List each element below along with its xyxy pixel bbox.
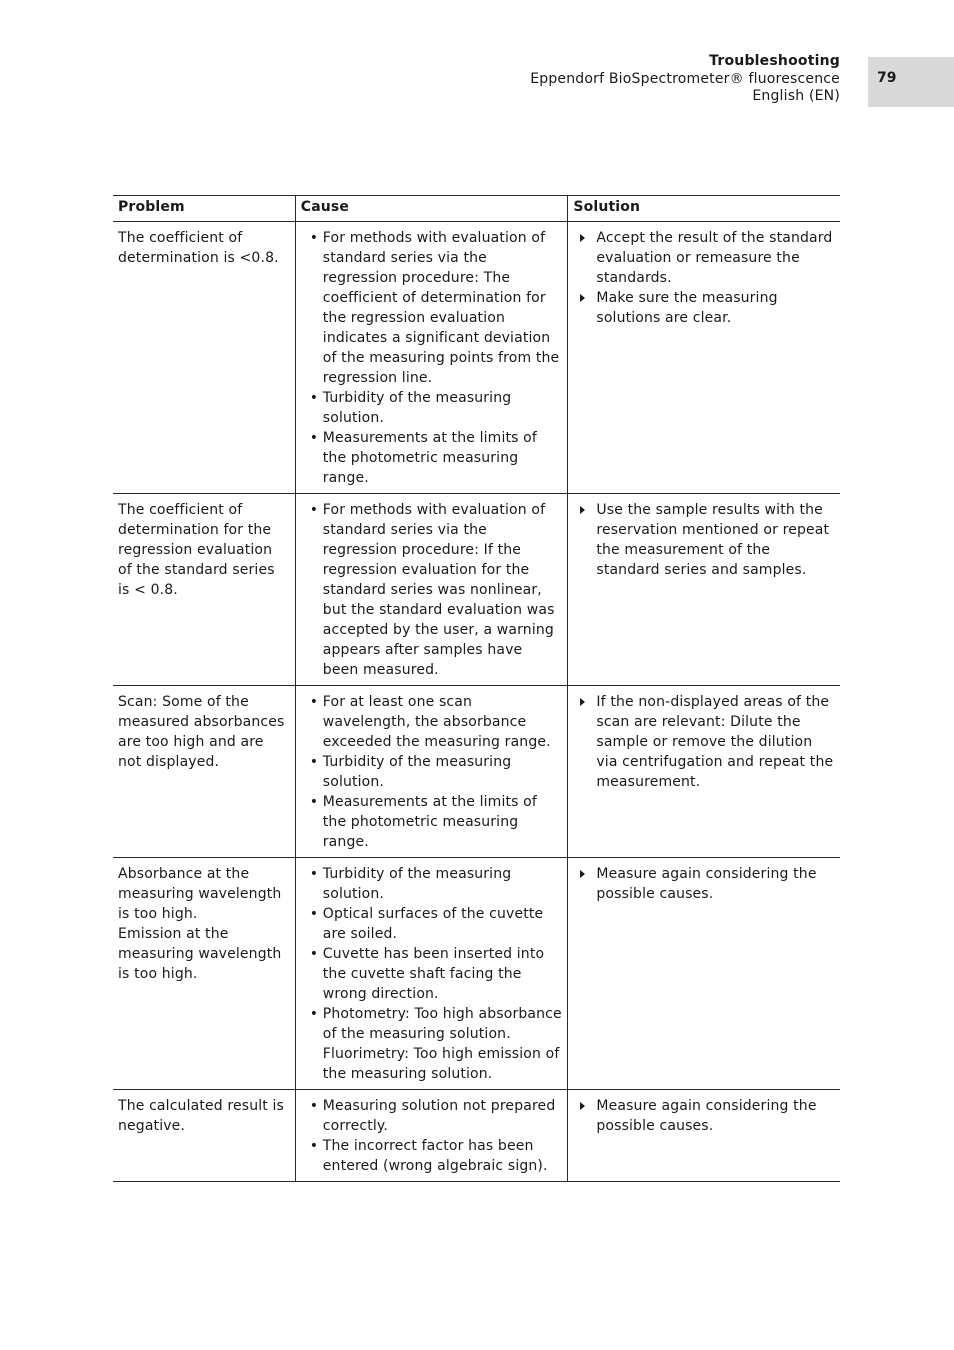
solution-cell — [568, 686, 840, 858]
header-problem: Problem — [113, 196, 295, 222]
table-row — [113, 858, 840, 1090]
section-title: Troubleshooting — [709, 53, 840, 69]
solution-cell — [568, 222, 840, 494]
problem-cell: The coefficient of determination for the regression evaluation of the standard series is < 0.8. — [113, 494, 295, 686]
page-number: 79 — [877, 70, 897, 86]
page-header — [530, 53, 840, 106]
solution-item: If the non-displayed areas of the scan are relevant: Dilute the sample or remove the dilution via centrifugation and repeat the measurement. — [573, 692, 835, 792]
problem-line: Emission at the measuring wavelength is too high. — [118, 926, 282, 982]
cause-item: • Optical surfaces of the cuvette are soiled. — [301, 904, 563, 944]
table-row — [113, 686, 840, 858]
cause-item: • For methods with evaluation of standard series via the regression procedure: The coefficient of determination for the regression evaluation indicates a significant deviation of the measuring points from the regression line. — [301, 228, 563, 388]
solution-item: Make sure the measuring solutions are clear. — [573, 288, 835, 328]
problem-cell: The coefficient of determination is <0.8. — [113, 222, 295, 494]
header-cause: Cause — [295, 196, 568, 222]
solution-cell — [568, 858, 840, 1090]
cause-item: • Measuring solution not prepared correctly. — [301, 1096, 563, 1136]
cause-item: • Measurements at the limits of the photometric measuring range. — [301, 428, 563, 488]
solution-item: Measure again considering the possible causes. — [573, 864, 835, 904]
table-header-row — [113, 196, 840, 222]
cause-item — [301, 1004, 563, 1084]
cause-cell — [295, 1090, 568, 1182]
cause-cell — [295, 686, 568, 858]
product-name: Eppendorf BioSpectrometer® fluorescence — [530, 70, 840, 87]
cause-line: • Photometry: Too high absorbance of the measuring solution. — [322, 1006, 562, 1042]
solution-item: Accept the result of the standard evaluation or remeasure the standards. — [573, 228, 835, 288]
solution-cell — [568, 494, 840, 686]
problem-line: Absorbance at the measuring wavelength is too high. — [118, 866, 282, 922]
cause-item: • For methods with evaluation of standard series via the regression procedure: If the regression evaluation for the standard series was nonlinear, but the standard evaluation was accepted by the user, a warning appears after samples have been measured. — [301, 500, 563, 680]
page-number-tab — [868, 57, 954, 107]
table-row — [113, 1090, 840, 1182]
solution-item: Use the sample results with the reservation mentioned or repeat the measurement of the standard series and samples. — [573, 500, 835, 580]
cause-item: • The incorrect factor has been entered (wrong algebraic sign). — [301, 1136, 563, 1176]
solution-cell — [568, 1090, 840, 1182]
language-label: English (EN) — [752, 88, 840, 104]
table-row — [113, 222, 840, 494]
cause-cell — [295, 494, 568, 686]
cause-item: • Measurements at the limits of the photometric measuring range. — [301, 792, 563, 852]
solution-item: Measure again considering the possible causes. — [573, 1096, 835, 1136]
cause-item: • Turbidity of the measuring solution. — [301, 752, 563, 792]
table-row — [113, 494, 840, 686]
cause-item: • Turbidity of the measuring solution. — [301, 388, 563, 428]
problem-cell: Scan: Some of the measured absorbances are too high and are not displayed. — [113, 686, 295, 858]
cause-line: Fluorimetry: Too high emission of the measuring solution. — [322, 1046, 560, 1082]
header-solution: Solution — [568, 196, 840, 222]
troubleshooting-table — [113, 195, 840, 1182]
cause-item: • Turbidity of the measuring solution. — [301, 864, 563, 904]
cause-cell — [295, 222, 568, 494]
cause-item: • For at least one scan wavelength, the absorbance exceeded the measuring range. — [301, 692, 563, 752]
cause-cell — [295, 858, 568, 1090]
cause-item: • Cuvette has been inserted into the cuvette shaft facing the wrong direction. — [301, 944, 563, 1004]
problem-cell: The calculated result is negative. — [113, 1090, 295, 1182]
problem-cell — [113, 858, 295, 1090]
